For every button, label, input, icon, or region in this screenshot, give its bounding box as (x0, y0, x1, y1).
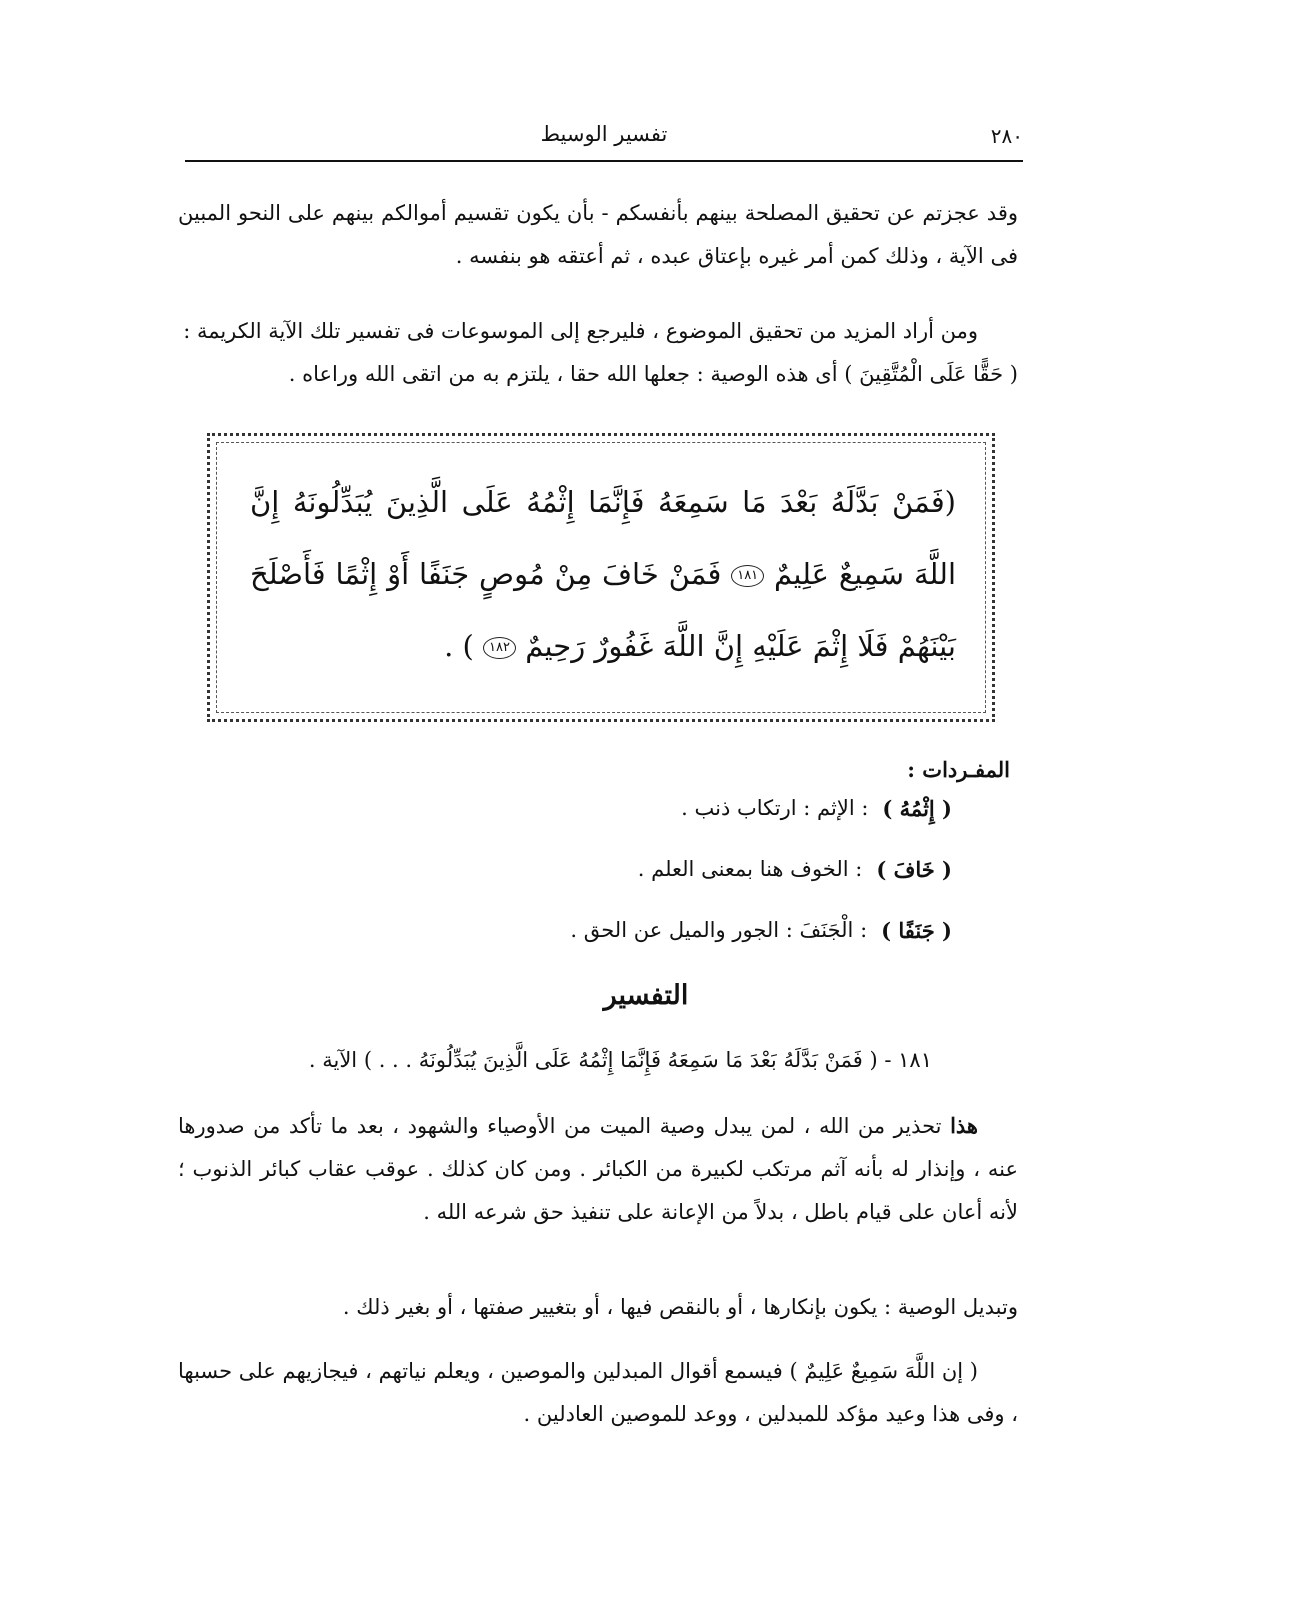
page-number: ٢٨٠ (990, 124, 1023, 148)
ayah-number-182: ١٨٢ (483, 637, 516, 659)
vocabulary-term: ( إِثْمُهُ ) (882, 796, 952, 821)
vocabulary-definition: : الْجَنَفَ : الجور والميل عن الحق . (570, 918, 868, 942)
verse-reference-quote: ( فَمَنْ بَدَّلَهُ بَعْدَ مَا سَمِعَهُ فَإِنَّمَا إِثْمُهُ عَلَى الَّذِينَ يُبَدِّلُونَهُ . . . ) (363, 1048, 878, 1072)
vocabulary-item (252, 796, 952, 857)
quran-verse-text (250, 466, 956, 682)
tafsir-heading: التفسير (603, 980, 689, 1011)
quran-verse-frame (207, 433, 995, 722)
tafsir-text-2: وتبديل الوصية : يكون بإنكارها ، أو بالنقص فيها ، أو بتغيير صفتها ، أو بغير ذلك . (342, 1295, 1018, 1319)
vocabulary-list (252, 796, 952, 979)
intro-text-2: ومن أراد المزيد من تحقيق الموضوع ، فليرجع إلى الموسوعات فى تفسير تلك الآية الكريمة : (183, 319, 978, 343)
tafsir-text-1: تحذير من الله ، لمن يبدل وصية الميت من الأوصياء والشهود ، بعد ما تأكد من صدورها عنه ، وإنذار له بأنه آثم مرتكب لكبيرة من الكبائر . ومن كان كذلك . عوقب عقاب كبائر الذنوب ؛ لأنه أعان على قيام باطل ، بدلاً من الإعانة على تنفيذ حق شرعه الله . (178, 1114, 1018, 1224)
verse-close: ) . (444, 629, 474, 663)
tafsir-text-3: فيسمع أقوال المبدلين والموصين ، ويعلم نياتهم ، فيجازيهم على حسبها ، وفى هذا وعيد مؤكد للمبدلين ، ووعد للموصين العادلين . (178, 1359, 1018, 1426)
verse-part-1: (فَمَنْ بَدَّلَهُ بَعْدَ مَا سَمِعَهُ فَإِنَّمَا إِثْمُهُ عَلَى الَّذِينَ يُبَدِّلُونَهُ إِنَّ اللَّهَ سَمِيعٌ عَلِيمٌ (250, 485, 956, 591)
intro-paragraph-2 (178, 310, 1018, 396)
tafsir-quote: ( إن اللَّهَ سَمِيعٌ عَلِيمٌ ) (789, 1359, 978, 1383)
tafsir-paragraph-1 (178, 1104, 1018, 1234)
intro-text-3 (178, 353, 1018, 396)
vocabulary-item (252, 857, 952, 918)
header-rule (185, 160, 1023, 162)
ayah-number-181: ١٨١ (731, 565, 764, 587)
intro-text-3-rest: أى هذه الوصية : جعلها الله حقا ، يلتزم به من اتقى الله وراعاه . (288, 362, 838, 386)
vocabulary-item (252, 918, 952, 979)
running-header (185, 118, 1023, 162)
verse-reference-number: ١٨١ - (884, 1048, 932, 1072)
vocabulary-term: ( خَافَ ) (876, 857, 952, 882)
vocabulary-term: ( جَنَفًا ) (881, 918, 952, 943)
intro-text-1: وقد عجزتم عن تحقيق المصلحة بينهم بأنفسكم - بأن يكون تقسيم أموالكم بينهم على النحو المبين فى الآية ، وذلك كمن أمر غيره بإعتاق عبده ، ثم أعتقه هو بنفسه . (178, 201, 1018, 268)
verse-part-2: فَمَنْ خَافَ مِنْ مُوصٍ جَنَفًا أَوْ إِثْمًا فَأَصْلَحَ بَيْنَهُمْ فَلَا إِثْمَ عَلَيْهِ إِنَّ اللَّهَ غَفُورٌ رَحِيمٌ (250, 557, 956, 663)
vocabulary-heading: المفـردات : (907, 757, 1010, 782)
vocabulary-definition: : الإثم : ارتكاب ذنب . (681, 796, 869, 820)
vocabulary-definition: : الخوف هنا بمعنى العلم . (637, 857, 863, 881)
tafsir-lead-word: هذا (950, 1113, 978, 1138)
intro-quote: ( حَقًّا عَلَى الْمُتَّقِينَ ) (844, 362, 1018, 386)
intro-paragraph-1 (178, 192, 1018, 278)
running-title: تفسير الوسيط (540, 122, 668, 146)
tafsir-paragraph-2 (178, 1286, 1018, 1329)
tafsir-paragraph-3 (178, 1350, 1018, 1436)
tafsir-verse-reference (309, 1048, 932, 1072)
verse-reference-tail: الآية . (308, 1048, 358, 1072)
